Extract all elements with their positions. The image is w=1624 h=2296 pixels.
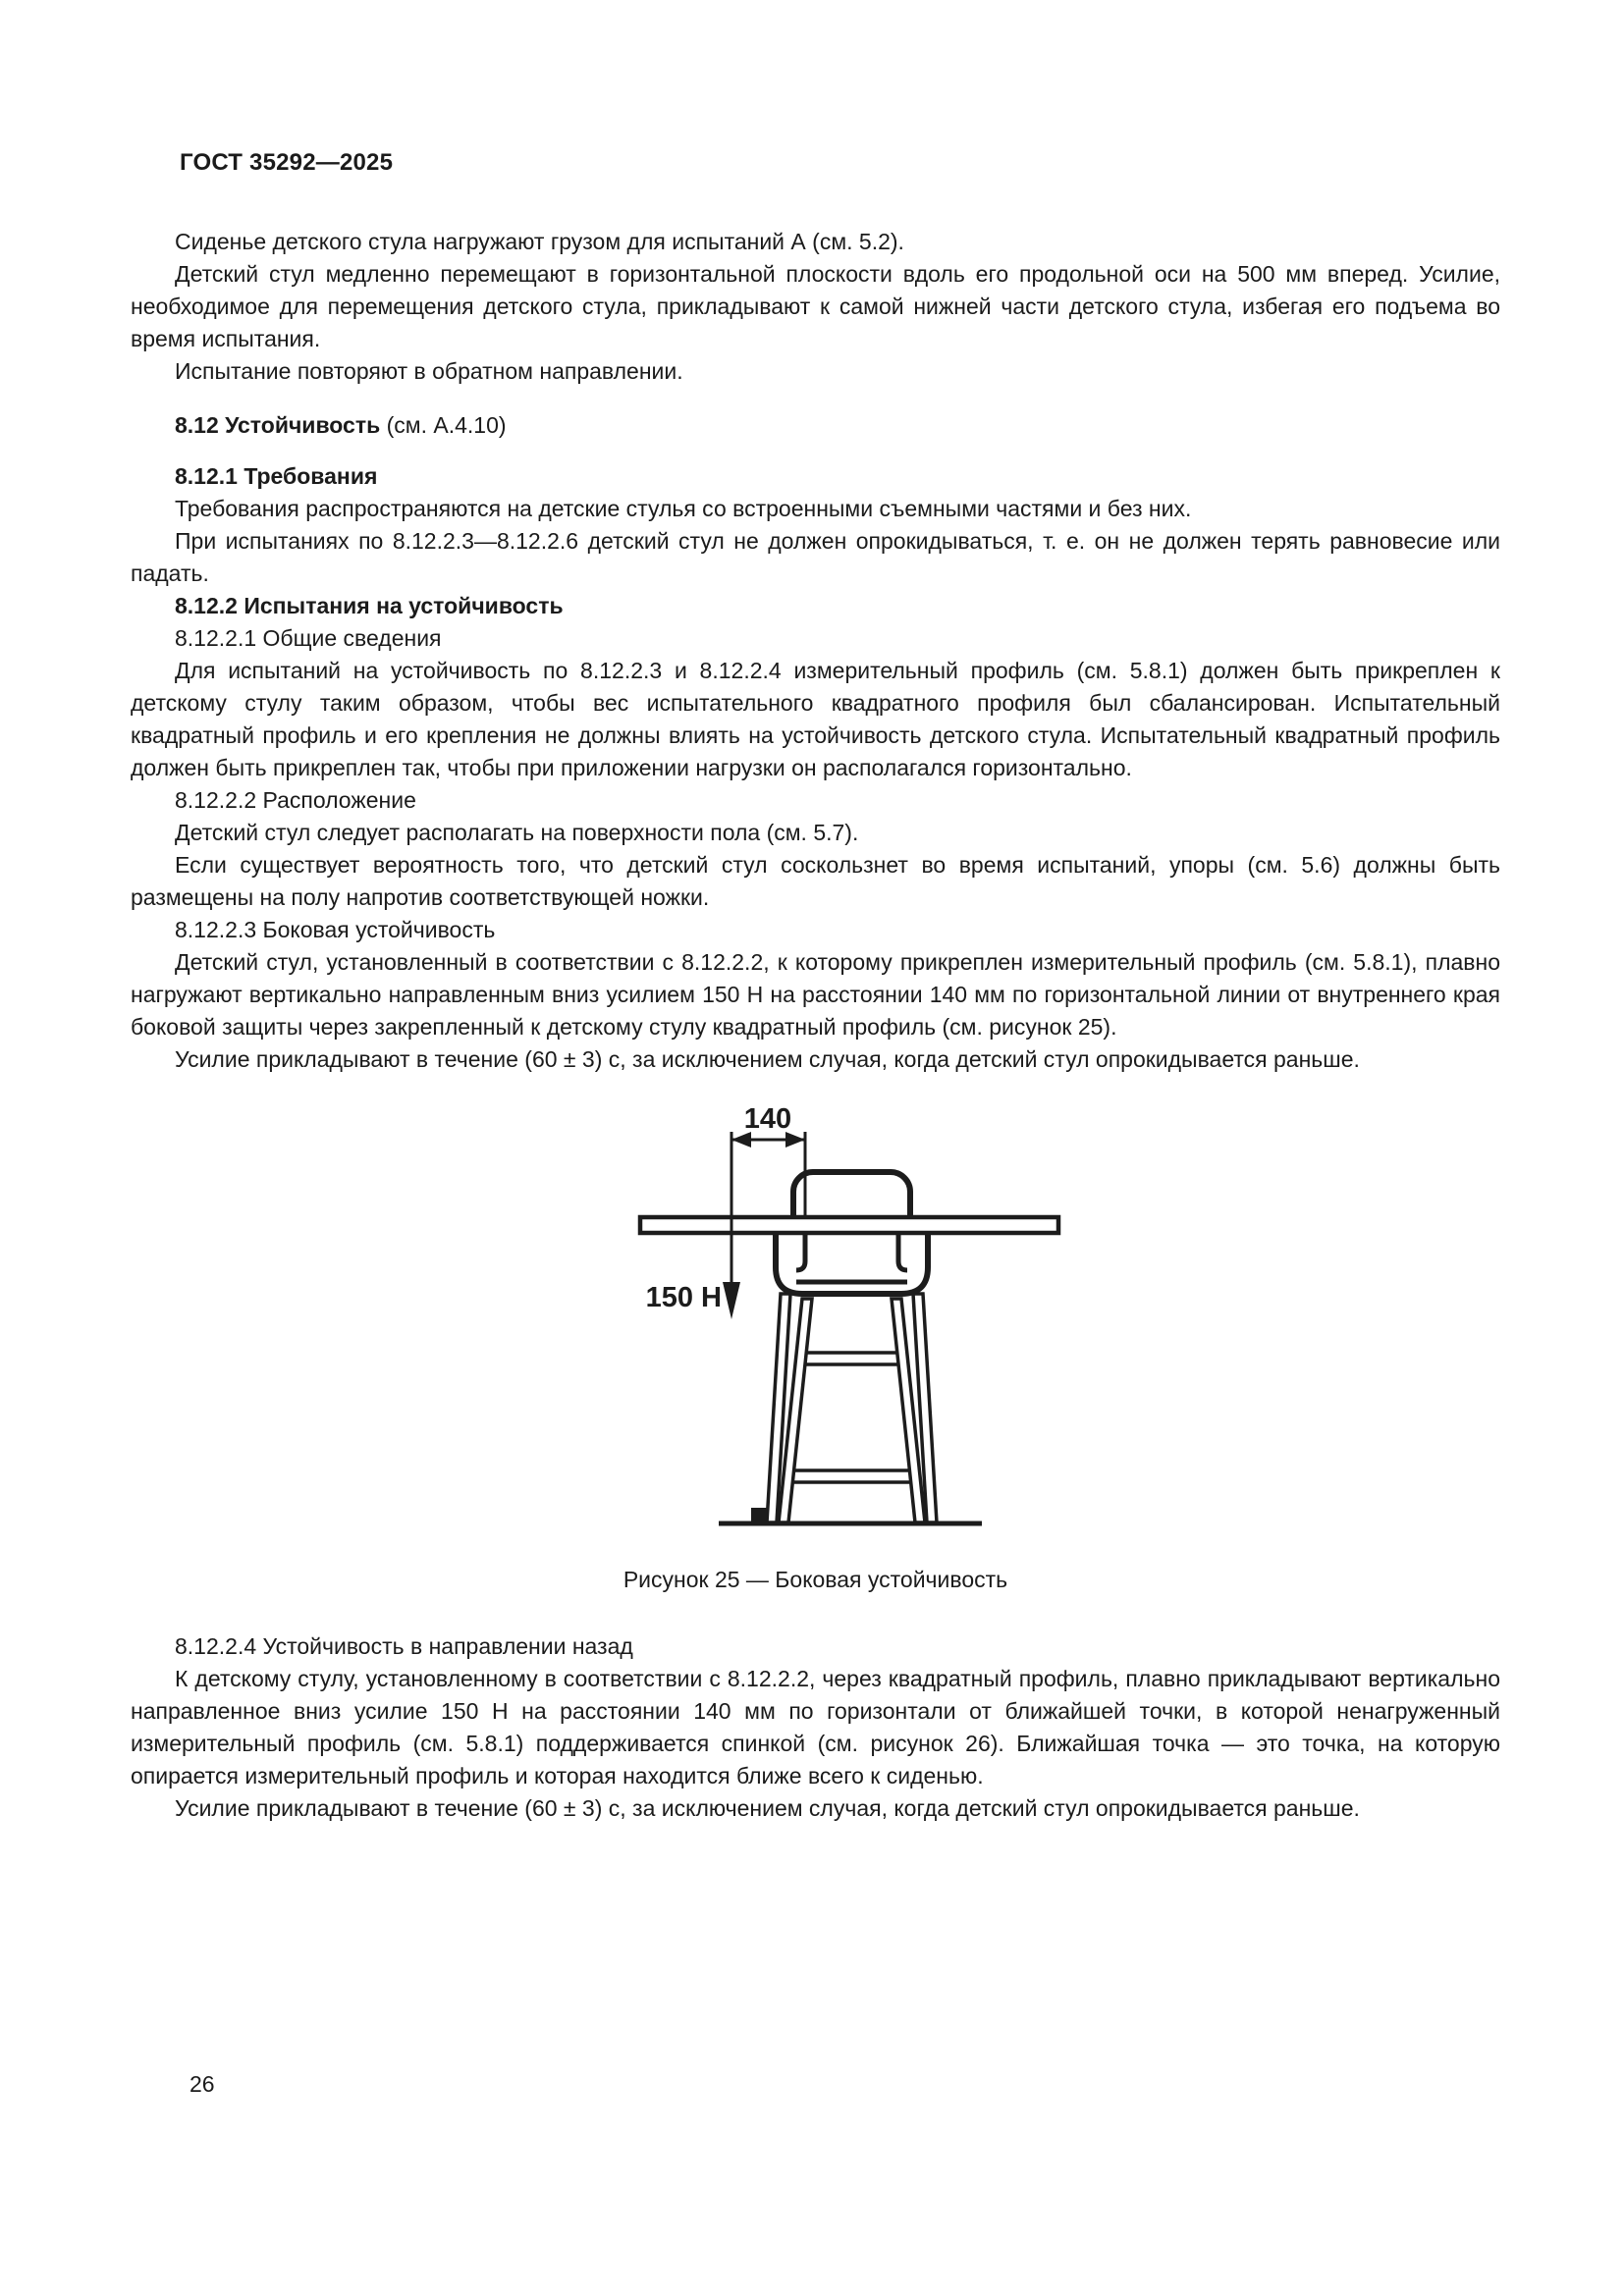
force-label: 150 Н xyxy=(645,1282,722,1313)
figure-25 xyxy=(131,1102,1500,1539)
para-force-duration-1: Усилие прикладывают в течение (60 ± 3) с, за исключением случая, когда детский стул опрокидывается раньше. xyxy=(175,1046,1360,1072)
cross-rail-upper xyxy=(800,1353,903,1364)
figure-25-drawing xyxy=(623,1102,1085,1539)
section-heading-8-12-2: 8.12.2 Испытания на устойчивость xyxy=(175,593,564,618)
section-heading-8-12-2-2: 8.12.2.2 Расположение xyxy=(175,787,416,813)
para-repeat-test: Испытание повторяют в обратном направлении. xyxy=(175,358,683,384)
chair-seat-shell xyxy=(776,1233,928,1294)
para-general-info: Для испытаний на устойчивость по 8.12.2.3 и 8.12.2.4 измерительный профиль (см. 5.8.1) должен быть прикреплен к детскому стулу таким образом, чтобы вес испытательного квадратного профиля был сбалансирован. Испытательный квадратный профиль и его крепления не должны влиять на устойчивость детского стула. Испытательный квадратный профиль должен быть прикреплен так, чтобы при приложении нагрузки он располагался горизонтально. xyxy=(131,658,1500,780)
para-requirements-scope: Требования распространяются на детские стулья со встроенными съемными частями и без них. xyxy=(175,496,1192,521)
section-heading-8-12-2-1: 8.12.2.1 Общие сведения xyxy=(175,625,442,651)
cross-rail-lower xyxy=(788,1470,914,1482)
page-content xyxy=(131,226,1500,1825)
para-force-duration-2: Усилие прикладывают в течение (60 ± 3) с, за исключением случая, когда детский стул опрокидывается раньше. xyxy=(175,1795,1360,1821)
para-stops: Если существует вероятность того, что детский стул соскользнет во время испытаний, упоры (см. 5.6) должны быть размещены на полу напротив соответствующей ножки. xyxy=(131,852,1500,910)
para-side-stability: Детский стул, установленный в соответствии с 8.12.2.2, к которому прикреплен измерительный профиль (см. 5.8.1), плавно нагружают вертикально направленным вниз усилием 150 Н на расстоянии 140 мм по горизонтальной линии от внутреннего края боковой защиты через закрепленный к детскому стулу квадратный профиль (см. рисунок 25). xyxy=(131,949,1500,1040)
para-no-tipping: При испытаниях по 8.12.2.3—8.12.2.6 детский стул не должен опрокидываться, т. е. он не должен терять равновесие или падать. xyxy=(131,528,1500,586)
para-move-chair: Детский стул медленно перемещают в горизонтальной плоскости вдоль его продольной оси на 500 мм вперед. Усилие, необходимое для перемещения детского стула, прикладывают к самой нижней части детского стула, избегая его подъема во время испытания. xyxy=(131,261,1500,351)
para-placement-floor: Детский стул следует располагать на поверхности пола (см. 5.7). xyxy=(175,820,859,845)
section-heading-8-12-bold: 8.12 Устойчивость xyxy=(175,412,381,438)
figure-25-caption: Рисунок 25 — Боковая устойчивость xyxy=(623,1567,1008,1592)
dimension-label: 140 xyxy=(743,1103,792,1135)
section-heading-8-12-1: 8.12.1 Требования xyxy=(175,463,378,489)
force-arrowhead xyxy=(723,1282,740,1319)
section-heading-8-12-reference: (см. А.4.10) xyxy=(380,412,507,438)
para-rear-stability: К детскому стулу, установленному в соответствии с 8.12.2.2, через квадратный профиль, плавно прикладывают вертикально направленное вниз усилие 150 Н на расстоянии 140 мм по горизонтали от ближайшей точки, в которой ненагруженный измерительный профиль (см. 5.8.1) поддерживается спинкой (см. рисунок 26). Ближайшая точка — это точка, на которую опирается измерительный профиль и которая находится ближе всего к сиденью. xyxy=(131,1666,1500,1789)
section-heading-8-12 xyxy=(131,409,1500,442)
running-head-standard-number: ГОСТ 35292—2025 xyxy=(180,149,394,176)
section-heading-8-12-2-4: 8.12.2.4 Устойчивость в направлении назад xyxy=(175,1633,633,1659)
section-heading-8-12-2-3: 8.12.2.3 Боковая устойчивость xyxy=(175,917,496,942)
test-profile-bar xyxy=(640,1217,1058,1233)
page-number: 26 xyxy=(189,2071,215,2097)
para-load-seat: Сиденье детского стула нагружают грузом для испытаний А (см. 5.2). xyxy=(175,229,904,254)
